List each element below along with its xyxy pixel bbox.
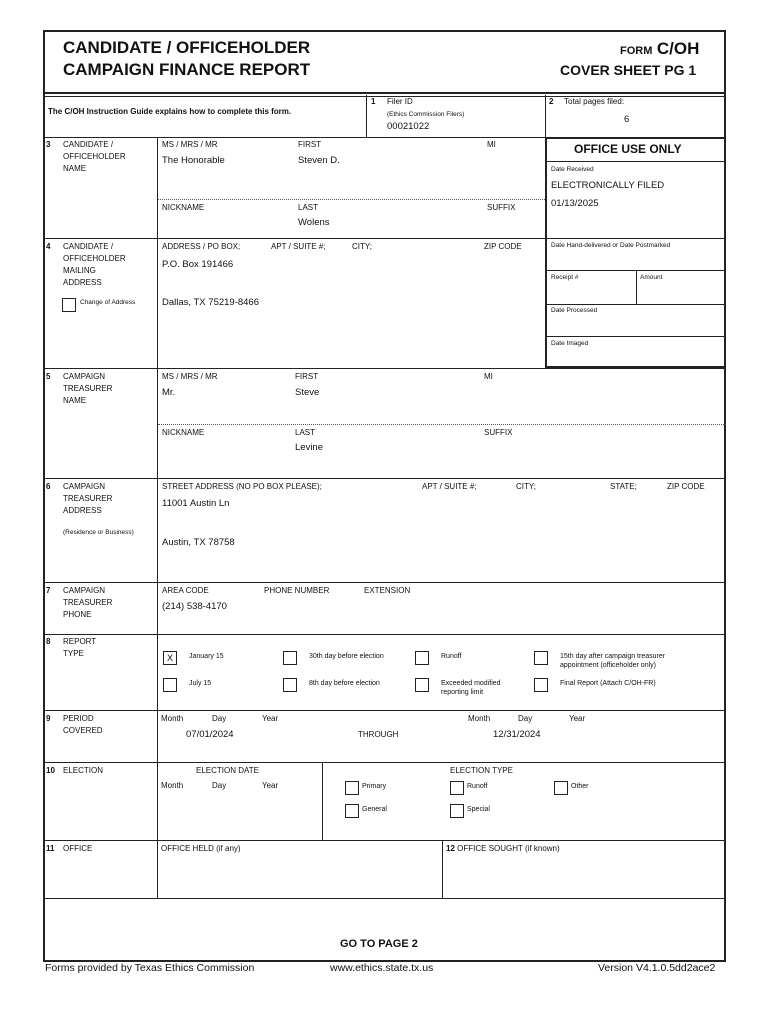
treasurer-prefix-field[interactable]: Mr. [162,387,176,398]
first-label: FIRST [298,140,322,149]
cover-sheet-label: COVER SHEET PG 1 [560,62,697,78]
change-of-address-label: Change of Address [80,299,136,306]
divider [43,238,545,239]
election-general-label: General [362,806,387,813]
nickname-label: NICKNAME [162,428,205,437]
sec6-label: ADDRESS [63,506,102,515]
sec3-label: NAME [63,164,87,173]
election-general-checkbox[interactable] [345,804,359,818]
title-line1: CANDIDATE / OFFICEHOLDER [63,38,311,57]
election-other-checkbox[interactable] [554,781,568,795]
election-runoff-label: Runoff [467,783,488,790]
divider [322,762,323,840]
report-type-runoff-label: Runoff [441,653,462,660]
election-special-checkbox[interactable] [450,804,464,818]
sec3-label: CANDIDATE / [63,140,114,149]
report-type-15th-day-label: 15th day after campaign treasurer [560,653,666,660]
sec10-label: ELECTION [63,766,104,775]
sec4-label: ADDRESS [63,278,102,287]
report-type-final-label: Final Report (Attach C/OH-FR) [560,680,656,687]
report-type-july15-label: July 15 [189,680,212,687]
candidate-first-field[interactable]: Steven D. [298,155,340,166]
treasurer-phone-field[interactable]: (214) 538-4170 [162,601,227,612]
office-held-label: OFFICE HELD (if any) [161,844,241,853]
sec8-label: REPORT [63,637,97,646]
apt-label: APT / SUITE #; [422,482,477,491]
divider [43,96,726,97]
footer-version: Version V4.1.0.5dd2ace2 [598,962,716,974]
election-date-label: ELECTION DATE [196,766,259,775]
street-label: STREET ADDRESS (NO PO BOX PLEASE); [162,482,322,491]
section-number: 10 [46,766,55,775]
section-number: 4 [46,242,51,251]
residence-label: (Residence or Business) [63,529,134,536]
received-status: ELECTRONICALLY FILED [551,180,665,191]
first-label: FIRST [295,372,319,381]
divider [43,582,726,583]
day-label: Day [212,781,227,790]
report-type-exceeded-label: reporting limit [441,689,484,696]
sec7-label: TREASURER [63,598,113,607]
period-from-field[interactable]: 07/01/2024 [186,729,234,740]
section-number: 5 [46,372,51,381]
date-received-label: Date Received [551,166,594,173]
prefix-label: MS / MRS / MR [162,140,218,149]
divider [158,424,726,425]
divider [545,95,546,138]
office-use-title: OFFICE USE ONLY [574,142,682,156]
nickname-label: NICKNAME [162,203,205,212]
divider [636,270,637,304]
divider [545,161,726,162]
sec7-label: CAMPAIGN [63,586,106,595]
form-code-label [620,39,699,59]
apt-label: APT / SUITE #; [271,242,326,251]
report-type-january15-checkbox[interactable]: X [163,651,177,665]
suffix-label: SUFFIX [487,203,516,212]
form-code: C/OH [656,39,700,58]
divider [442,840,443,898]
year-label: Year [262,714,279,723]
year-label: Year [262,781,279,790]
mi-label: MI [484,372,493,381]
treasurer-last-field[interactable]: Levine [295,442,323,453]
month-label: Month [468,714,491,723]
section-number: 7 [46,586,51,595]
section-number: 1 [371,97,376,106]
extension-label: EXTENSION [364,586,411,595]
sec3-label: OFFICEHOLDER [63,152,126,161]
divider [158,199,545,200]
area-code-label: AREA CODE [162,586,209,595]
election-type-label: ELECTION TYPE [450,766,513,775]
zip-label: ZIP CODE [484,242,522,251]
form-word: FORM [620,45,653,57]
prefix-label: MS / MRS / MR [162,372,218,381]
change-of-address-checkbox[interactable] [62,298,76,312]
total-pages-value[interactable]: 6 [624,114,630,125]
report-type-30day-checkbox[interactable] [283,651,297,665]
sec8-label: TYPE [63,649,84,658]
divider [43,898,726,899]
receipt-label: Receipt # [551,274,579,281]
footer-website[interactable]: www.ethics.state.tx.us [330,962,434,974]
last-label: LAST [295,428,316,437]
report-type-8day-checkbox[interactable] [283,678,297,692]
instruction-text: The C/OH Instruction Guide explains how to complete this form. [48,107,292,116]
sec5-label: CAMPAIGN [63,372,106,381]
candidate-prefix-field[interactable]: The Honorable [162,155,225,166]
report-type-july15-checkbox[interactable] [163,678,177,692]
report-type-january15-label: January 15 [189,653,224,660]
divider [545,304,726,305]
treasurer-address-line1[interactable]: 11001 Austin Ln [162,498,230,509]
report-type-exceeded-checkbox[interactable] [415,678,429,692]
divider [545,336,726,337]
sec11-label: OFFICE [63,844,93,853]
section-number: 2 [549,97,554,106]
through-label: THROUGH [358,730,399,739]
divider [43,478,726,479]
sec4-label: OFFICEHOLDER [63,254,126,263]
election-runoff-checkbox[interactable] [450,781,464,795]
report-type-exceeded-label: Exceeded modified [441,680,501,687]
treasurer-address-line2[interactable]: Austin, TX 78758 [162,537,235,548]
section-number: 12 [446,844,455,853]
report-type-runoff-checkbox[interactable] [415,651,429,665]
report-type-final-checkbox[interactable] [534,678,548,692]
month-label: Month [161,714,184,723]
divider [43,710,726,711]
report-type-8day-label: 8th day before election [309,680,380,687]
month-label: Month [161,781,184,790]
filer-id-sublabel: (Ethics Commission Filers) [387,111,465,118]
candidate-last-field[interactable]: Wolens [298,217,330,228]
sec6-label: CAMPAIGN [63,482,106,491]
election-primary-checkbox[interactable] [345,781,359,795]
sec6-label: TREASURER [63,494,113,503]
period-to-field[interactable]: 12/31/2024 [493,729,541,740]
day-label: Day [212,714,227,723]
year-label: Year [569,714,586,723]
report-type-30day-label: 30th day before election [309,653,384,660]
report-type-15th-day-label: appointment (officeholder only) [560,662,656,669]
city-label: CITY; [352,242,372,251]
sec5-label: TREASURER [63,384,113,393]
divider [43,634,726,635]
date-processed-label: Date Processed [551,307,598,314]
office-sought-text: OFFICE SOUGHT (if known) [457,844,560,853]
section-number: 3 [46,140,51,149]
sec4-label: CANDIDATE / [63,242,114,251]
section-number: 9 [46,714,51,723]
filer-id-value[interactable]: 00021022 [387,121,430,132]
sec4-label: MAILING [63,266,96,275]
zip-label: ZIP CODE [667,482,705,491]
divider [43,840,726,841]
treasurer-first-field[interactable]: Steve [295,387,320,398]
candidate-address-line2[interactable]: Dallas, TX 75219-8466 [162,297,259,308]
sec9-label: COVERED [63,726,103,735]
office-sought-label [446,844,560,853]
mi-label: MI [487,140,496,149]
section-number: 6 [46,482,51,491]
sec5-label: NAME [63,396,87,405]
candidate-address-line1[interactable]: P.O. Box 191466 [162,259,234,270]
divider [43,762,726,763]
hand-delivered-label: Date Hand-delivered or Date Postmarked [551,242,671,249]
last-label: LAST [298,203,319,212]
section-number: 11 [46,844,55,853]
title-line2: CAMPAIGN FINANCE REPORT [63,60,311,79]
divider [366,95,367,138]
phone-number-label: PHONE NUMBER [264,586,330,595]
suffix-label: SUFFIX [484,428,513,437]
sec7-label: PHONE [63,610,92,619]
state-label: STATE; [610,482,637,491]
election-primary-label: Primary [362,783,387,790]
election-special-label: Special [467,806,490,813]
go-to-page-2[interactable]: GO TO PAGE 2 [340,938,418,950]
label-column-divider [157,137,158,899]
section-number: 8 [46,637,51,646]
divider [545,238,726,239]
total-pages-label: Total pages filed: [564,97,625,106]
footer-provider: Forms provided by Texas Ethics Commission [45,962,255,974]
amount-label: Amount [640,274,663,281]
filer-id-label: Filer ID [387,97,413,106]
divider [43,368,726,369]
divider [43,92,726,94]
sec9-label: PERIOD [63,714,94,723]
election-other-label: Other [571,783,589,790]
city-label: CITY; [516,482,536,491]
received-date: 01/13/2025 [551,198,599,209]
date-imaged-label: Date Imaged [551,340,589,347]
address-label: ADDRESS / PO BOX; [162,242,241,251]
report-type-15th-day-checkbox[interactable] [534,651,548,665]
day-label: Day [518,714,533,723]
